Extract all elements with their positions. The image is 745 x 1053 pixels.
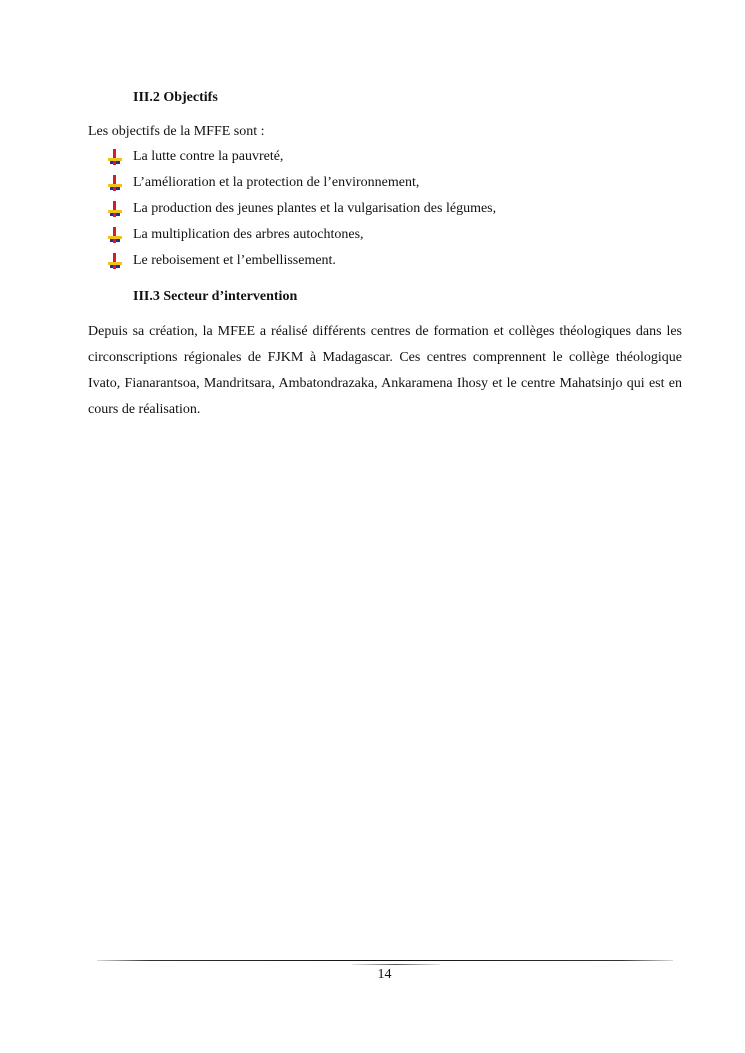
- objectives-intro: Les objectifs de la MFFE sont :: [88, 124, 265, 139]
- list-item: [108, 174, 496, 200]
- footer-divider: [97, 960, 673, 961]
- secteur-paragraph: Depuis sa création, la MFEE a réalisé différents centres de formation et collèges théologiques dans les circonscriptions régionales de FJKM à Madagascar. Ces centres comprennent le collège théologique Ivato, Fianarantsoa, Mandritsara, Ambatondrazaka, Ankaramena Ihosy et le centre Mahatsinjo qui est en cours de réalisation.: [88, 324, 682, 417]
- list-item-text: La multiplication des arbres autochtones,: [133, 227, 364, 242]
- list-item: [108, 252, 496, 278]
- list-item: [108, 226, 496, 252]
- list-item: [108, 200, 496, 226]
- section-heading-objectifs: III.2 Objectifs: [133, 90, 218, 105]
- arrow-bullet-icon: [108, 227, 122, 243]
- list-item: [108, 148, 496, 174]
- list-item-text: Le reboisement et l’embellissement.: [133, 253, 336, 268]
- list-item-text: La production des jeunes plantes et la vulgarisation des légumes,: [133, 201, 497, 216]
- arrow-bullet-icon: [108, 175, 122, 191]
- page-number: 14: [377, 967, 392, 982]
- arrow-bullet-icon: [108, 253, 122, 269]
- footer-divider-accent: [352, 964, 440, 965]
- arrow-bullet-icon: [108, 201, 122, 217]
- section-heading-secteur: III.3 Secteur d’intervention: [133, 289, 298, 304]
- list-item-text: La lutte contre la pauvreté,: [133, 149, 284, 164]
- list-item-text: L’amélioration et la protection de l’environnement,: [133, 175, 420, 190]
- arrow-bullet-icon: [108, 149, 122, 165]
- objectives-list: [108, 148, 496, 278]
